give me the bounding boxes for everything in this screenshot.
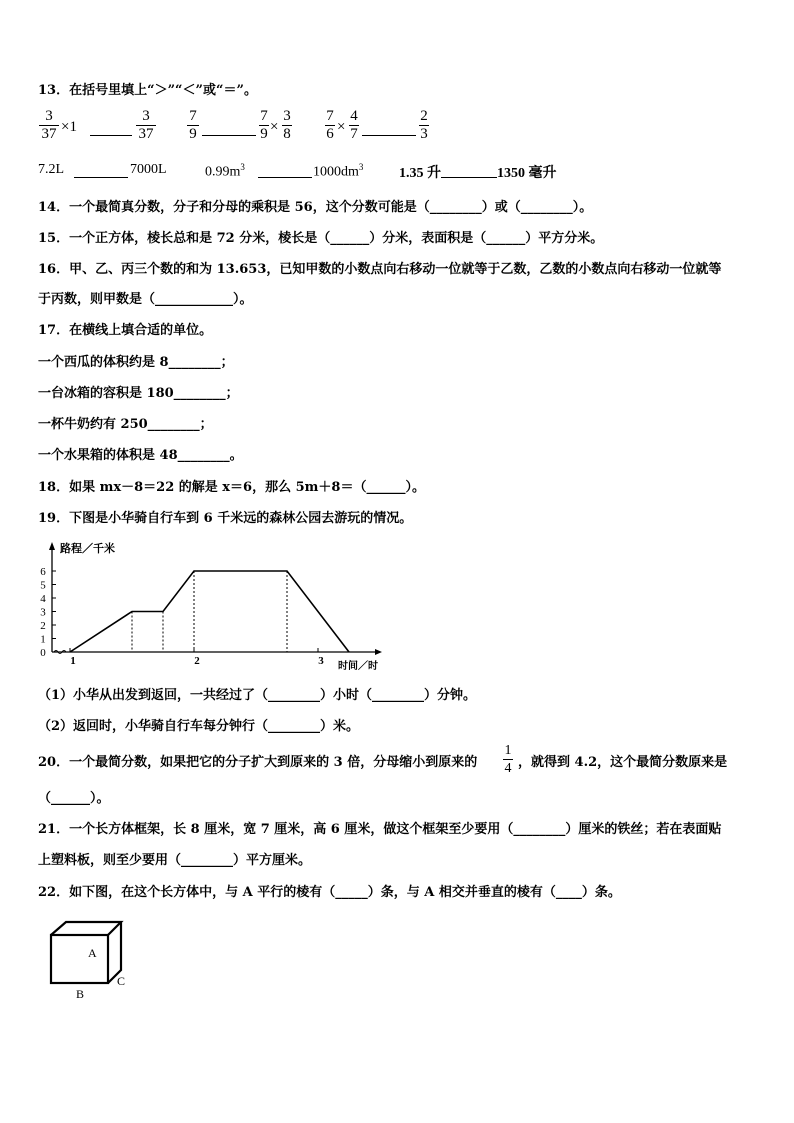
q14: 14．一个最简真分数，分子和分母的乘积是 56，这个分数可能是（________）或（________）。: [38, 200, 593, 215]
q18: 18．如果 mx－8＝22 的解是 x＝6，那么 5m＋8＝（______）。: [38, 480, 425, 495]
cuboid-front-face: [51, 935, 108, 983]
q19-sub1: （1）小华从出发到返回，一共经过了（________）小时（________）分钟。: [38, 688, 477, 703]
q16-line1: 16．甲、乙、丙三个数的和为 13.653，已知甲数的小数点向右移动一位就等于乙数，乙数的小数点向右移动一位就等: [38, 262, 722, 277]
q13-row2-b2: $1000dm^3$: [313, 162, 364, 180]
q17-line3: 一杯牛奶约有 250________；: [38, 417, 213, 432]
q13-item3-op: ×: [337, 119, 346, 135]
q13-row2-c2: 1350 毫升: [497, 166, 557, 181]
y-tick-label-6: 6: [40, 566, 46, 578]
q13-item2-frac2: 7 9: [260, 108, 268, 142]
q13-item2-frac1: 7 9: [186, 108, 200, 143]
y-tick-label-4: 4: [40, 593, 46, 605]
q13-item1-frac1: 3 37: [38, 108, 60, 143]
q13-row2-c1: 1.35 升: [399, 166, 441, 181]
y-tick-label-1: 1: [40, 633, 46, 646]
q13-item3-frac1: 7 6: [326, 108, 334, 142]
cuboid-label-b: B: [76, 987, 85, 1001]
q19-sub2: （2）返回时，小华骑自行车每分钟行（________）米。: [38, 719, 360, 734]
q13-item1-frac2: 3 37: [135, 108, 157, 143]
q13-row2-a-blank[interactable]: [74, 162, 128, 178]
x-tick-label-2: 2: [194, 655, 200, 667]
q13-row2-c-blank[interactable]: [441, 162, 497, 178]
q13-row2-b-blank[interactable]: [258, 162, 312, 178]
q15: 15．一个正方体，棱长总和是 72 分米，棱长是（______）分米，表面积是（______）平方分米。: [38, 231, 604, 246]
q13-title: 13．在括号里填上“＞”“＜”或“＝”。: [38, 83, 257, 98]
q13-item3-frac3: 2 3: [420, 108, 428, 142]
y-tick-label-0: 0: [40, 647, 46, 659]
q19-title: 19．下图是小华骑自行车到 6 千米远的森林公园去游玩的情况。: [38, 511, 413, 526]
q17-line1: 一个西瓜的体积约是 8________；: [38, 355, 234, 370]
cuboid-figure: [44, 918, 144, 1008]
y-axis-label: 路程／千米: [60, 542, 115, 555]
q21-line1: 21．一个长方体框架，长 8 厘米，宽 7 厘米，高 6 厘米，做这个框架至少要用（________）厘米的铁丝；若在表面贴: [38, 822, 722, 837]
q17-line4: 一个水果箱的体积是 48________。: [38, 448, 243, 463]
q13-item2-frac3: 3 8: [283, 108, 291, 142]
y-axis-arrow: [49, 542, 55, 550]
q20-text-after: ，就得到 4.2，这个最简分数原来是: [518, 755, 728, 770]
y-tick-label-5: 5: [40, 579, 46, 592]
cuboid-label-c: C: [117, 974, 126, 988]
q13-item1-blank[interactable]: [90, 119, 132, 136]
x-tick-label-3: 3: [318, 655, 324, 667]
q13-item2-op: ×: [270, 119, 279, 135]
y-tick-label-2: 2: [40, 620, 46, 632]
q13-row2-a1: 7.2L: [38, 162, 65, 177]
q13-item3-frac2: 4 7: [350, 108, 358, 142]
distance-time-chart: [30, 538, 410, 673]
q17-title: 17．在横线上填合适的单位。: [38, 323, 213, 338]
q16-line2: 于丙数，则甲数是（____________）。: [38, 292, 253, 307]
q20-line2: （______）。: [38, 791, 110, 806]
q13-row2-a2: 7000L: [130, 162, 167, 177]
q13-item3-blank[interactable]: [362, 119, 416, 136]
q13-row2-b1: $0.99m^3$: [205, 162, 245, 180]
q20-fraction: 1 4: [504, 743, 512, 776]
x-axis-label: 时间／时: [338, 661, 378, 672]
q20-text-before: 20．一个最简分数，如果把它的分子扩大到原来的 3 倍，分母缩小到原来的: [38, 755, 478, 770]
x-tick-label-1: 1: [70, 655, 76, 667]
q21-line2: 上塑料板，则至少要用（________）平方厘米。: [38, 853, 312, 868]
q22: 22．如下图，在这个长方体中，与 A 平行的棱有（_____）条，与 A 相交并垂直的棱有（____）条。: [38, 885, 621, 900]
distance-line: [70, 571, 349, 652]
cuboid-top-face: [51, 922, 121, 935]
q13-item2-blank[interactable]: [202, 119, 256, 136]
cuboid-label-a: A: [88, 946, 97, 960]
q17-line2: 一台冰箱的容积是 180________；: [38, 386, 239, 401]
y-tick-label-3: 3: [40, 606, 46, 619]
q13-item1-op: ×1: [61, 119, 77, 135]
x-axis-arrow: [375, 649, 382, 655]
